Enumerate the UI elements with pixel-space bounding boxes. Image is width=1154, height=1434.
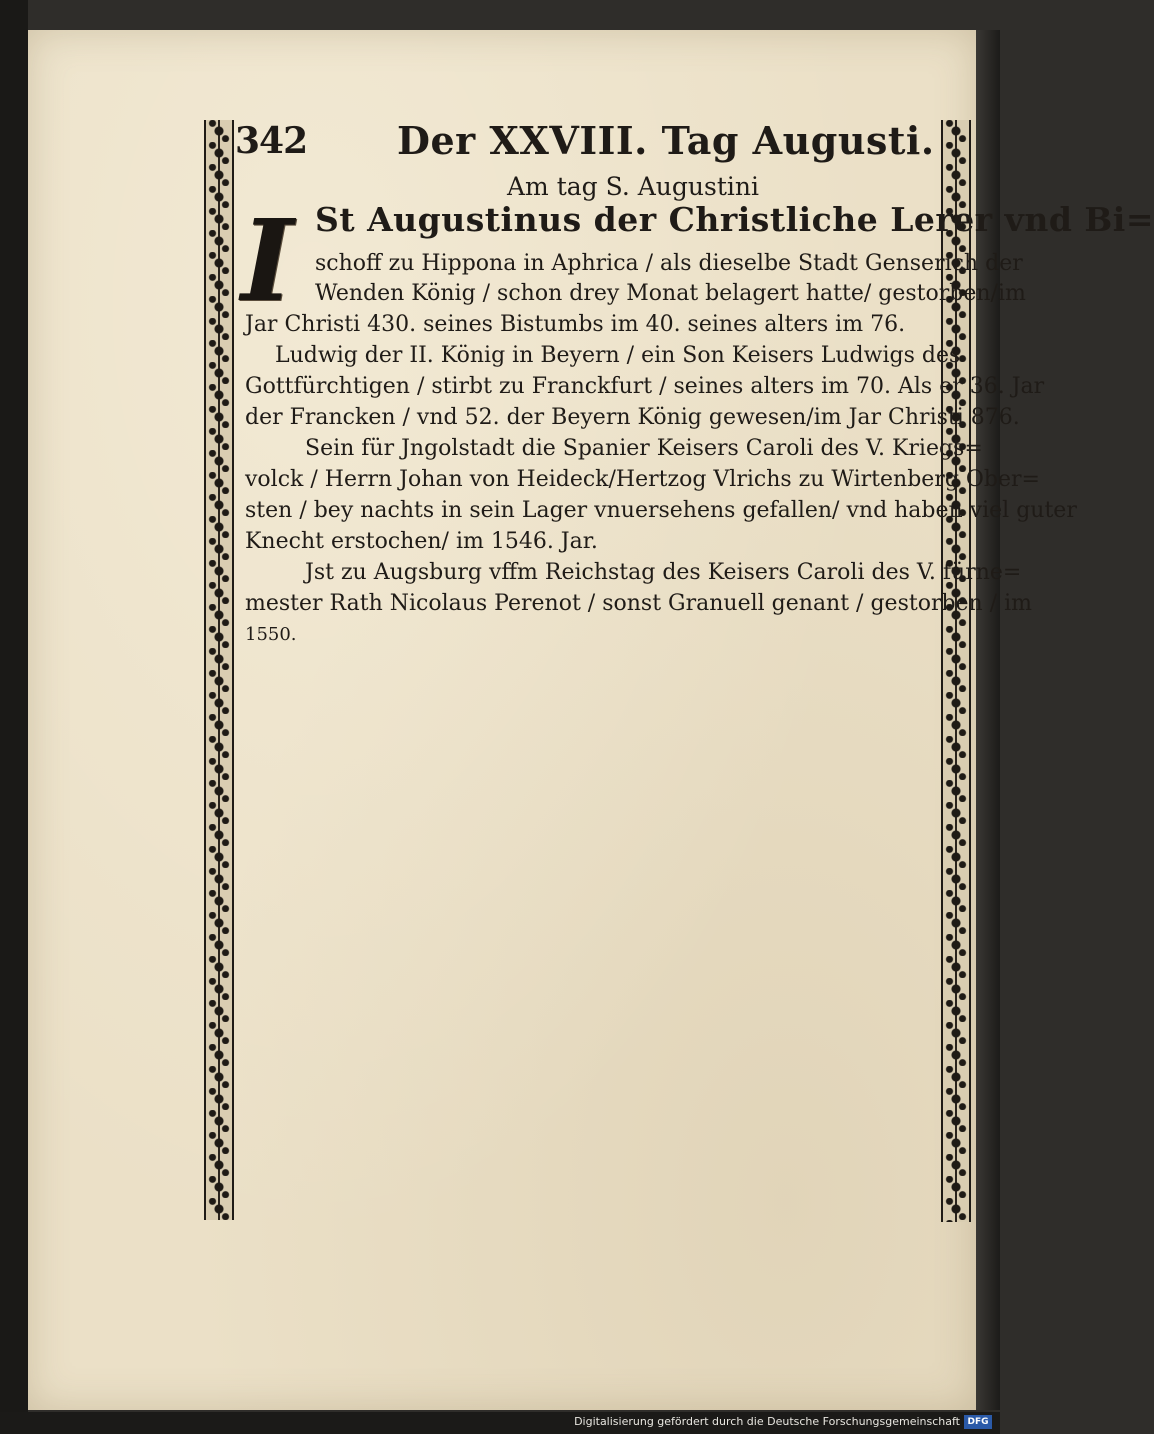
text-line-4: Jar Christi 430. seines Bistumbs im 40. seines alters im 76. [245, 312, 906, 337]
text-line-8: Sein für Jngolstadt die Spanier Keisers Caroli des V. Kriegs= [305, 436, 983, 461]
text-line-6: Gottfürchtigen / stirbt zu Franckfurt / seines alters im 70. Als er 36. Jar [245, 374, 1045, 399]
footer-credit: Digitalisierung gefördert durch die Deutsche Forschungsgemeinschaft [574, 1415, 960, 1428]
text-line-1: St Augustinus der Christliche Lerer vnd Bi= [315, 200, 1154, 239]
running-head: Der XXVIII. Tag Augusti. [397, 118, 935, 163]
scan-left-margin [0, 0, 28, 1434]
text-line-3: Wenden König / schon drey Monat belagert hatte/ gestorben/im [315, 281, 1026, 306]
text-line-5: Ludwig der II. König in Beyern / ein Son Keisers Ludwigs des [275, 343, 961, 368]
text-line-9: volck / Herrn Johan von Heideck/Hertzog Vlrichs zu Wirtenberg Ober= [245, 467, 1040, 492]
dfg-logo-icon: DFG [964, 1415, 992, 1429]
left-ornamental-border [204, 120, 234, 1220]
text-line-10: sten / bey nachts in sein Lager vnuersehens gefallen/ vnd haben viel guter [245, 498, 1077, 523]
text-line-14: 1550. [245, 624, 297, 645]
page-number: 342 [235, 120, 308, 162]
text-line-11: Knecht erstochen/ im 1546. Jar. [245, 529, 598, 554]
text-line-2: schoff zu Hippona in Aphrica / als dieselbe Stadt Genserich der [315, 251, 1023, 276]
text-line-13: mester Rath Nicolaus Perenot / sonst Granuell genant / gestorben / im [245, 591, 1033, 616]
feast-title: Am tag S. Augustini [507, 172, 759, 201]
text-line-7: der Francken / vnd 52. der Beyern König gewesen/im Jar Christi 876. [245, 405, 1020, 430]
text-line-12: Jst zu Augsburg vffm Reichstag des Keisers Caroli des V. fürne= [305, 560, 1022, 585]
decorated-initial: I [241, 196, 294, 327]
